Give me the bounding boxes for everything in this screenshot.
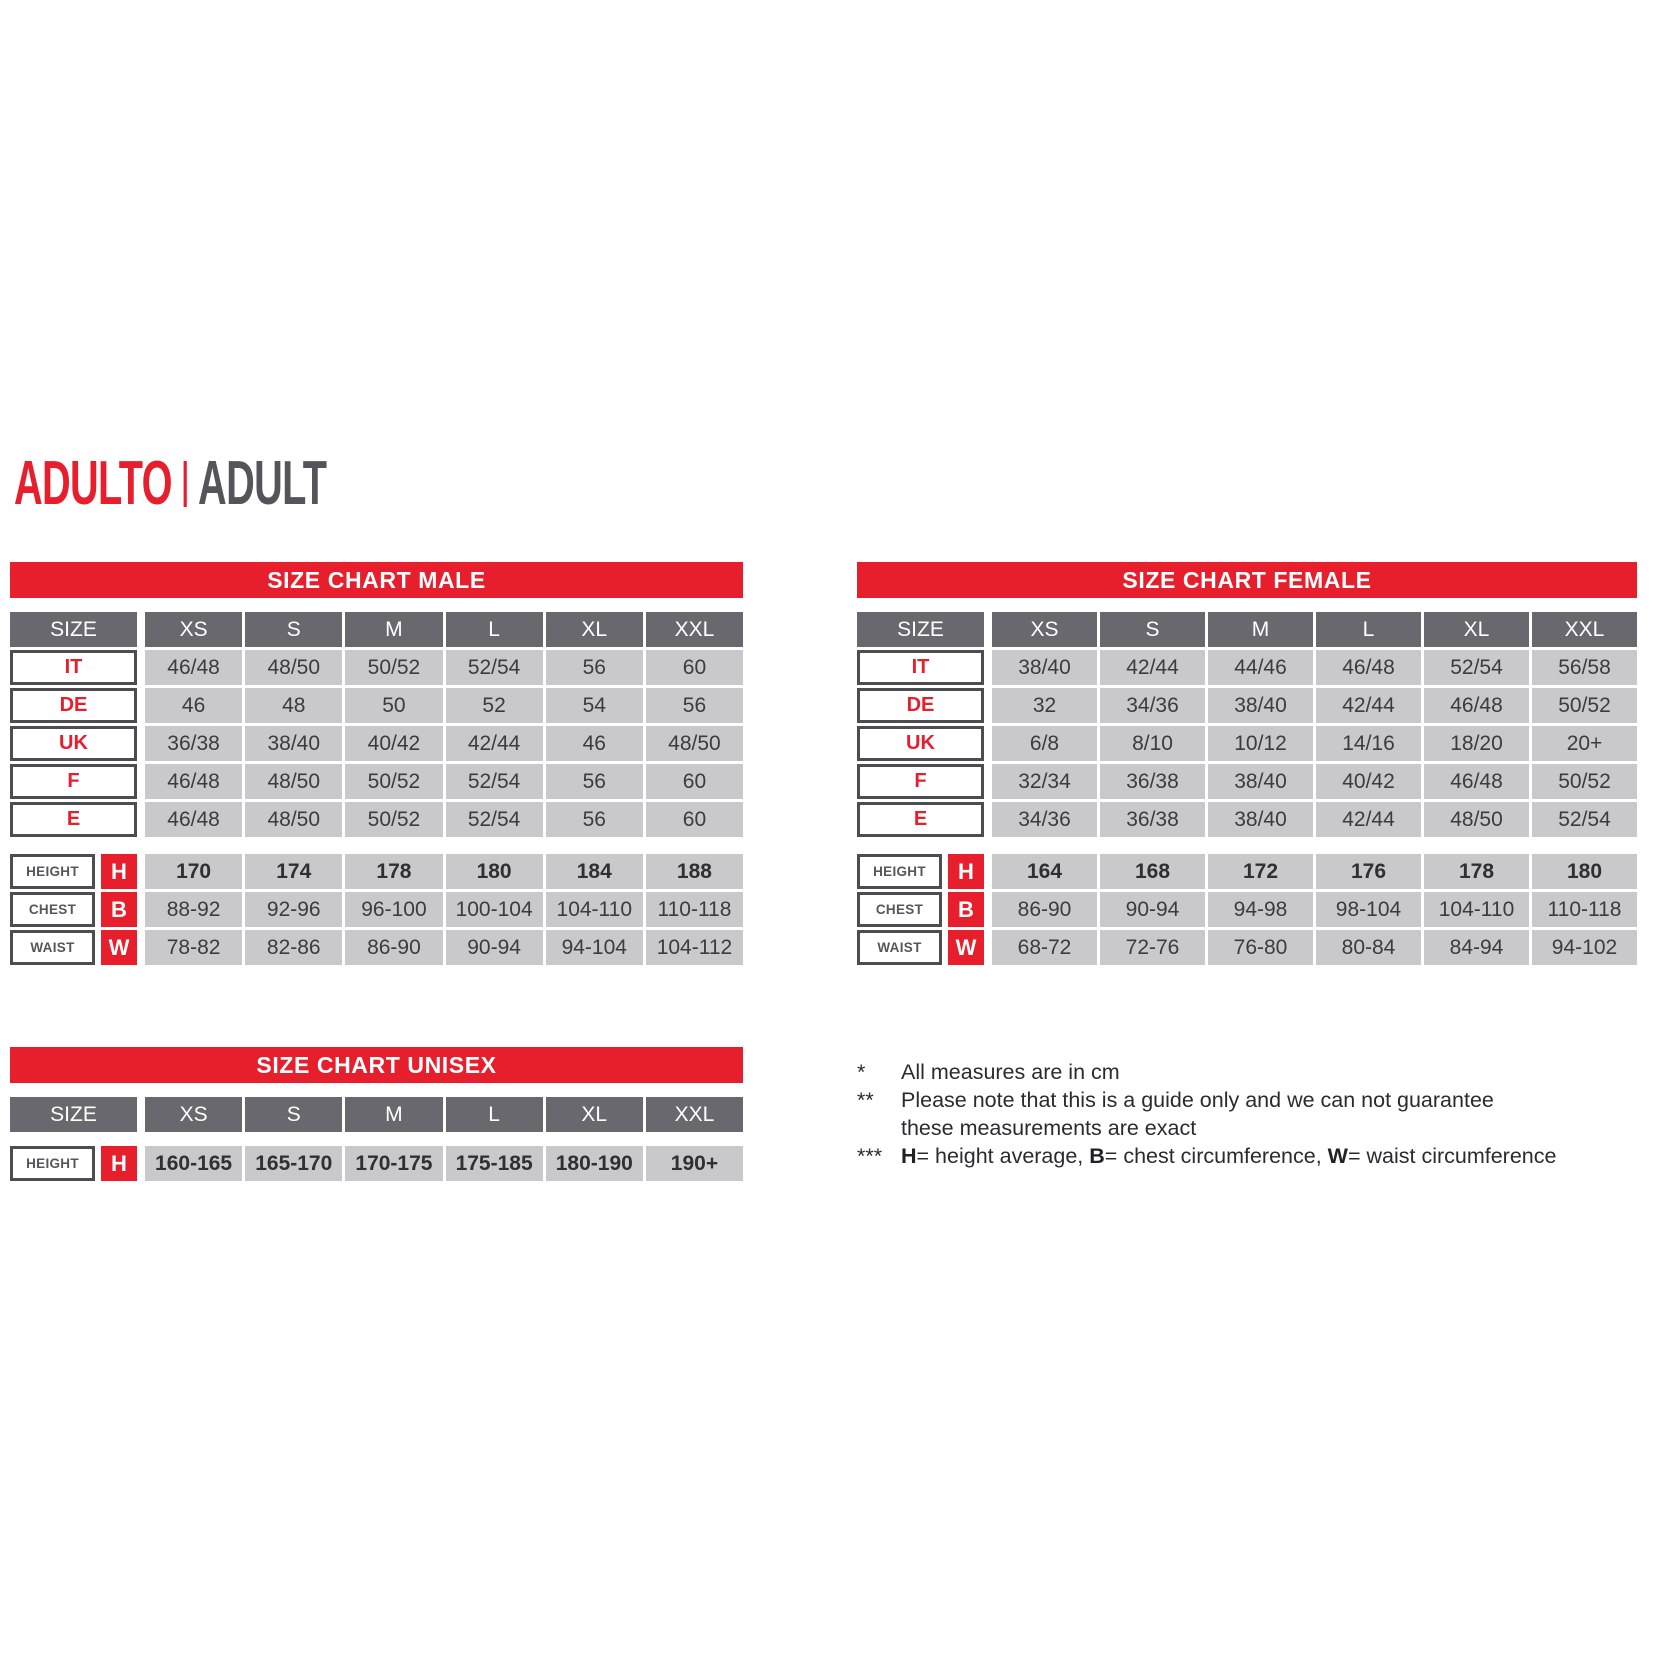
data-cell: 46/48 [145,764,242,799]
row-label: UK [857,726,984,761]
data-cell: 40/42 [345,726,442,761]
data-cell: 190+ [646,1146,743,1181]
data-cell: 48/50 [1424,802,1529,837]
data-cell: 92-96 [245,892,342,927]
data-cell: 60 [646,802,743,837]
table-title-banner: SIZE CHART UNISEX [10,1047,743,1083]
column-header-cell: S [1100,612,1205,647]
data-cell: 20+ [1532,726,1637,761]
data-cell: 56 [546,802,643,837]
data-cell: 48/50 [245,802,342,837]
data-cell: 38/40 [1208,764,1313,799]
legend-letter-w: W [1327,1144,1348,1168]
column-header-cell: XS [992,612,1097,647]
column-header-cell: L [1316,612,1421,647]
row-label: UK [10,726,137,761]
data-cell: 46/48 [1424,764,1529,799]
data-cell: 54 [546,688,643,723]
column-header-cell: S [245,1097,342,1132]
data-cell: 38/40 [992,650,1097,685]
data-cell: 50 [345,688,442,723]
data-cell: 174 [245,854,342,889]
data-cell: 42/44 [446,726,543,761]
table-row [857,802,1637,837]
data-cell: 50/52 [1532,764,1637,799]
data-cell: 50/52 [345,764,442,799]
data-cell: 88-92 [145,892,242,927]
data-cell: 32 [992,688,1097,723]
table-title-banner: SIZE CHART FEMALE [857,562,1637,598]
table-row-chest [857,892,1637,927]
data-cell: 52/54 [446,650,543,685]
data-cell: 175-185 [446,1146,543,1181]
data-cell: 6/8 [992,726,1097,761]
data-cell: 50/52 [345,802,442,837]
data-cell: 38/40 [1208,802,1313,837]
table-row [857,650,1637,685]
table-row-chest [10,892,743,927]
legend-letter-b: B [1089,1144,1105,1168]
data-cell: 170 [145,854,242,889]
measure-letter-badge: B [101,892,137,927]
column-header-cell: L [446,612,543,647]
size-header-cell: SIZE [10,1097,137,1132]
data-cell: 80-84 [1316,930,1421,965]
size-chart-male-table [10,562,743,965]
column-header-cell: XL [1424,612,1529,647]
data-cell: 84-94 [1424,930,1529,965]
measure-letter-badge: W [101,930,137,965]
data-cell: 76-80 [1208,930,1313,965]
data-cell: 94-98 [1208,892,1313,927]
data-cell: 90-94 [446,930,543,965]
legend-letter-h: H [901,1144,917,1168]
table-row [857,688,1637,723]
footnote-text-legend [901,1142,1556,1170]
row-label: E [857,802,984,837]
column-header-cell: XXL [1532,612,1637,647]
table-row [10,726,743,761]
data-cell: 94-102 [1532,930,1637,965]
data-cell: 52/54 [446,764,543,799]
table-row-waist [10,930,743,965]
data-cell: 180 [446,854,543,889]
data-cell: 46/48 [1316,650,1421,685]
column-header-cell: M [345,612,442,647]
data-cell: 104-110 [1424,892,1529,927]
data-cell: 72-76 [1100,930,1205,965]
data-cell: 32/34 [992,764,1097,799]
data-cell: 18/20 [1424,726,1529,761]
measure-letter-badge: W [948,930,984,965]
footnote-marker: ** [857,1088,874,1112]
data-cell: 78-82 [145,930,242,965]
data-cell: 82-86 [245,930,342,965]
column-header-cell: XS [145,1097,242,1132]
data-cell: 110-118 [646,892,743,927]
column-header-cell: XXL [646,612,743,647]
data-cell: 60 [646,650,743,685]
data-cell: 168 [1100,854,1205,889]
data-cell: 46/48 [145,650,242,685]
data-cell: 52/54 [1424,650,1529,685]
page-title [14,448,326,519]
data-cell: 48/50 [245,764,342,799]
data-cell: 110-118 [1532,892,1637,927]
measure-label: CHEST [857,892,942,927]
row-label: F [10,764,137,799]
data-cell: 52/54 [1532,802,1637,837]
table-header-row [10,612,743,647]
data-cell: 48 [245,688,342,723]
measure-letter-badge: H [948,854,984,889]
table-row-height [857,854,1637,889]
data-cell: 86-90 [992,892,1097,927]
column-header-cell: S [245,612,342,647]
data-cell: 38/40 [245,726,342,761]
data-cell: 36/38 [1100,802,1205,837]
column-header-cell: L [446,1097,543,1132]
size-header-cell: SIZE [10,612,137,647]
data-cell: 46/48 [1424,688,1529,723]
measure-label: HEIGHT [10,1146,95,1181]
data-cell: 50/52 [1532,688,1637,723]
data-cell: 164 [992,854,1097,889]
data-cell: 44/46 [1208,650,1313,685]
data-cell: 178 [345,854,442,889]
data-cell: 68-72 [992,930,1097,965]
column-header-cell: M [1208,612,1313,647]
size-header-cell: SIZE [857,612,984,647]
data-cell: 8/10 [1100,726,1205,761]
table-row-waist [857,930,1637,965]
row-label: E [10,802,137,837]
data-cell: 56/58 [1532,650,1637,685]
column-header-cell: XL [546,612,643,647]
data-cell: 40/42 [1316,764,1421,799]
footnote-line [857,1086,1649,1114]
data-cell: 180 [1532,854,1637,889]
row-label: DE [10,688,137,723]
measure-label: HEIGHT [857,854,942,889]
footnote-text: All measures are in cm [901,1060,1120,1084]
table-row [10,650,743,685]
data-cell: 52/54 [446,802,543,837]
table-row [10,688,743,723]
data-cell: 56 [546,764,643,799]
measure-letter-badge: B [948,892,984,927]
measure-label: HEIGHT [10,854,95,889]
data-cell: 104-112 [646,930,743,965]
data-cell: 50/52 [345,650,442,685]
row-label: IT [10,650,137,685]
table-row [857,726,1637,761]
size-chart-female-table [857,562,1637,965]
data-cell: 188 [646,854,743,889]
measure-letter-badge: H [101,1146,137,1181]
table-header-row [857,612,1637,647]
column-header-cell: XL [546,1097,643,1132]
footnotes [857,1058,1649,1170]
size-chart-unisex-table [10,1047,743,1181]
title-divider [183,461,186,507]
table-row-height [10,854,743,889]
data-cell: 176 [1316,854,1421,889]
data-cell: 48/50 [646,726,743,761]
data-cell: 60 [646,764,743,799]
footnote-marker: *** [857,1144,883,1168]
data-cell: 56 [646,688,743,723]
data-cell: 160-165 [145,1146,242,1181]
data-cell: 46 [546,726,643,761]
data-cell: 100-104 [446,892,543,927]
legend-text: = chest circumference, [1104,1144,1328,1168]
data-cell: 46 [145,688,242,723]
data-cell: 96-100 [345,892,442,927]
column-header-cell: M [345,1097,442,1132]
data-cell: 180-190 [546,1146,643,1181]
data-cell: 38/40 [1208,688,1313,723]
footnote-marker [857,1114,901,1142]
data-cell: 36/38 [1100,764,1205,799]
footnote-text: these measurements are exact [901,1116,1197,1140]
measure-label: CHEST [10,892,95,927]
data-cell: 170-175 [345,1146,442,1181]
data-cell: 14/16 [1316,726,1421,761]
footnote-text: Please note that this is a guide only and we can not guarantee [901,1088,1494,1112]
table-row [10,802,743,837]
row-label: DE [857,688,984,723]
measure-label: WAIST [857,930,942,965]
table-header-row [10,1097,743,1132]
data-cell: 94-104 [546,930,643,965]
data-cell: 34/36 [992,802,1097,837]
table-row [10,764,743,799]
data-cell: 46/48 [145,802,242,837]
data-cell: 10/12 [1208,726,1313,761]
legend-text: = height average, [916,1144,1090,1168]
data-cell: 48/50 [245,650,342,685]
footnote-line [857,1114,1649,1142]
table-row-height [10,1146,743,1181]
data-cell: 34/36 [1100,688,1205,723]
table-row [857,764,1637,799]
data-cell: 42/44 [1316,802,1421,837]
measure-label: WAIST [10,930,95,965]
page-title-primary: ADULTO [14,449,172,518]
footnote-line [857,1142,1649,1170]
data-cell: 178 [1424,854,1529,889]
legend-text: = waist circumference [1347,1144,1557,1168]
measure-letter-badge: H [101,854,137,889]
data-cell: 98-104 [1316,892,1421,927]
data-cell: 86-90 [345,930,442,965]
row-label: F [857,764,984,799]
data-cell: 184 [546,854,643,889]
footnote-marker: * [857,1060,866,1084]
data-cell: 42/44 [1100,650,1205,685]
data-cell: 172 [1208,854,1313,889]
row-label: IT [857,650,984,685]
data-cell: 165-170 [245,1146,342,1181]
page-title-secondary: ADULT [198,449,327,518]
data-cell: 36/38 [145,726,242,761]
table-title-banner: SIZE CHART MALE [10,562,743,598]
footnote-line [857,1058,1649,1086]
column-header-cell: XXL [646,1097,743,1132]
data-cell: 56 [546,650,643,685]
data-cell: 104-110 [546,892,643,927]
data-cell: 52 [446,688,543,723]
column-header-cell: XS [145,612,242,647]
data-cell: 90-94 [1100,892,1205,927]
data-cell: 42/44 [1316,688,1421,723]
